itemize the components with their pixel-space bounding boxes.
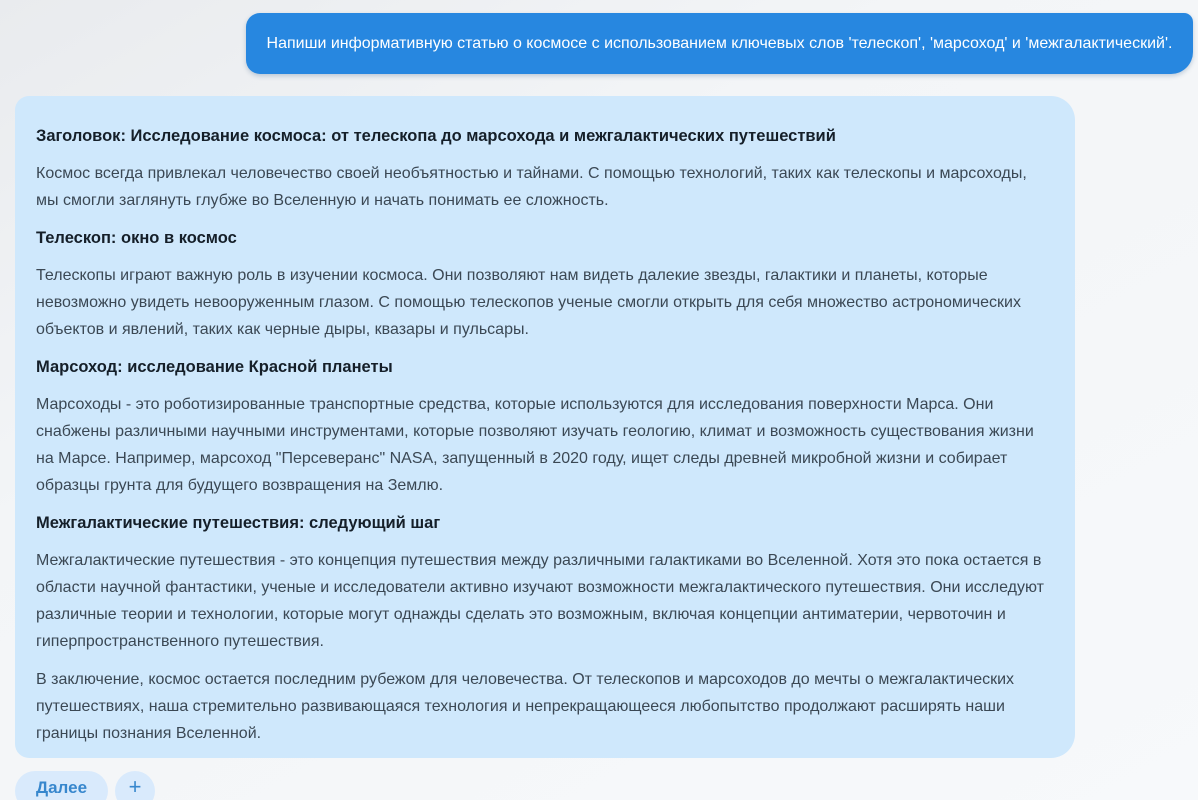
user-message-text: Напиши информативную статью о космосе с использованием ключевых слов 'телескоп', 'марсоход' и 'межгалактический'. bbox=[266, 34, 1173, 52]
article-closing-paragraph: В заключение, космос остается последним рубежом для человечества. От телескопов и марсоходов до мечты о межгалактических путешествиях, наша стремительно развивающаяся технология и непрекращающееся любопытство продолжают расширять наши границы познания Вселенной. bbox=[36, 671, 1015, 742]
article-intro-paragraph: Космос всегда привлекал человечество своей необъятностью и тайнами. С помощью технологий, таких как телескопы и марсоходы, мы смогли заглянуть глубже во Вселенную и начать понимать ее сложность. bbox=[36, 165, 1027, 209]
next-button[interactable]: Далее bbox=[15, 771, 108, 800]
assistant-message-card bbox=[15, 96, 1075, 758]
section-heading-intergalactic: Межгалактические путешествия: следующий шаг bbox=[36, 514, 441, 532]
section-paragraph-rover: Марсоходы - это роботизированные транспортные средства, которые используются для исследования поверхности Марса. Они снабжены различными научными инструментами, которые позволяют изучать геологию, климат и возможность существования жизни на Марсе. Например, марсоход "Персеверанс" NASA, запущенный в 2020 году, ищет следы древней микробной жизни и собирает образцы грунта для будущего возвращения на Землю. bbox=[36, 396, 1034, 494]
add-button[interactable]: + bbox=[115, 771, 155, 800]
section-paragraph-intergalactic: Межгалактические путешествия - это концепция путешествия между различными галактиками во Вселенной. Хотя это пока остается в области научной фантастики, ученые и исследователи активно изучают возможности межгалактического путешествия. Они исследуют различные теории и технологии, которые могут однажды сделать это возможным, включая концепции антиматерии, червоточин и гиперпространственного путешествия. bbox=[36, 552, 1044, 650]
section-heading-rover: Марсоход: исследование Красной планеты bbox=[36, 358, 393, 376]
user-message-bubble bbox=[246, 13, 1193, 74]
article-title-heading: Заголовок: Исследование космоса: от телескопа до марсохода и межгалактических путешествий bbox=[36, 127, 836, 145]
section-heading-telescope: Телескоп: окно в космос bbox=[36, 229, 237, 247]
section-paragraph-telescope: Телескопы играют важную роль в изучении космоса. Они позволяют нам видеть далекие звезды, галактики и планеты, которые невозможно увидеть невооруженным глазом. С помощью телескопов ученые смогли открыть для себя множество астрономических объектов и явлений, таких как черные дыры, квазары и пульсары. bbox=[36, 267, 1021, 338]
